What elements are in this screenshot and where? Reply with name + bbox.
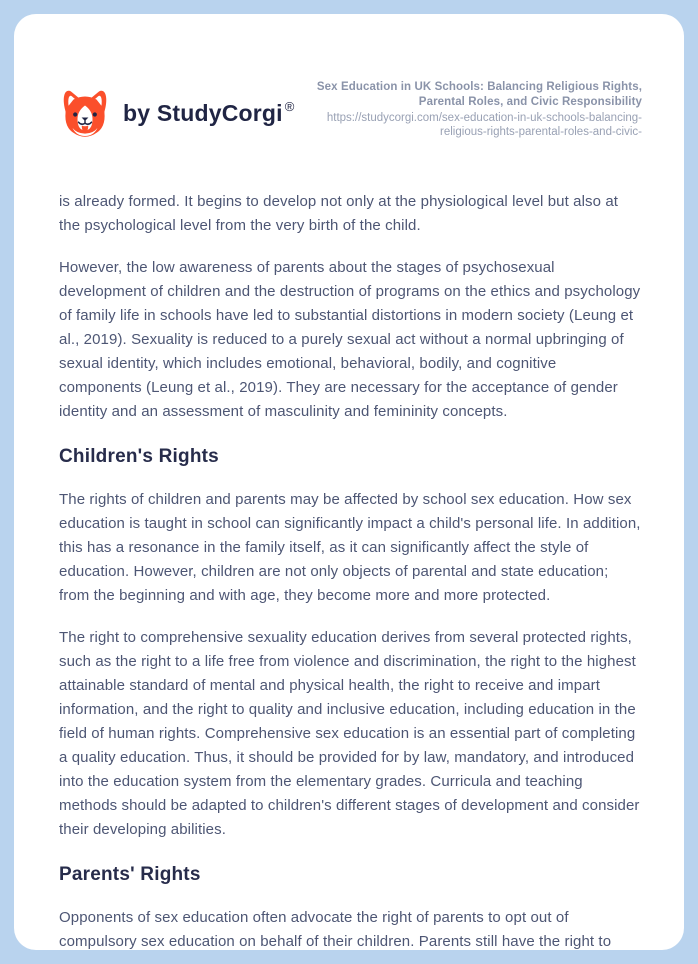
paragraph: The right to comprehensive sexuality education derives from several protected rights, such as the right to a life free from violence and discrimination, the right to the highest attainable standard of mental and physical health, the right to receive and impart information, and the right to quality and inclusive education, including education in the field of human rights. Comprehensive sex education is an essential part of completing a quality education. Thus, it should be provided for by law, mandatory, and introduced into the education system from the elementary grades. Curricula and teaching methods should be adapted to children's different stages of development and consider their developing abilities. bbox=[59, 629, 640, 838]
paragraph: is already formed. It begins to develop not only at the physiological level but also at the psychological level from the very birth of the child. bbox=[59, 193, 619, 234]
document-card bbox=[14, 14, 684, 950]
document-header bbox=[59, 76, 642, 139]
document-title: Sex Education in UK Schools: Balancing Religious Rights, Parental Roles, and Civic Responsibility bbox=[316, 81, 642, 108]
paragraph: The rights of children and parents may be affected by school sex education. How sex education is taught in school can significantly impact a child's personal life. In addition, this has a resonance in the family itself, as it can significantly affect the style of education. However, children are not only objects of parental and state education; from the beginning and with age, they become more and more protected. bbox=[59, 491, 641, 604]
corgi-icon bbox=[59, 88, 111, 138]
studycorgi-logo[interactable] bbox=[59, 88, 295, 138]
paragraph: Opponents of sex education often advocate the right of parents to opt out of compulsory sex education on behalf of their children. Parents still have the right to bbox=[59, 909, 612, 950]
document-meta bbox=[295, 80, 642, 139]
paragraph: However, the low awareness of parents about the stages of psychosexual development of children and the destruction of programs on the ethics and psychology of family life in schools have led to substantial distortions in modern society (Leung et al., 2019). Sexuality is reduced to a purely sexual act without a normal upbringing of sexual identity, which includes emotional, behavioral, bodily, and cognitive components (Leung et al., 2019). They are necessary for the acceptance of gender identity and an assessment of masculinity and femininity concepts. bbox=[59, 259, 641, 420]
brand-text: by StudyCorgi ® bbox=[123, 99, 295, 126]
section-heading-childrens-rights: Children's Rights bbox=[59, 446, 219, 467]
essay-body bbox=[59, 190, 642, 950]
section-heading-parents-rights: Parents' Rights bbox=[59, 864, 201, 885]
registered-mark: ® bbox=[284, 99, 295, 114]
document-url-link[interactable]: https://studycorgi.com/sex-education-in-uk-schools-balancing-religious-rights-parental-roles-and-civic- bbox=[326, 112, 642, 138]
